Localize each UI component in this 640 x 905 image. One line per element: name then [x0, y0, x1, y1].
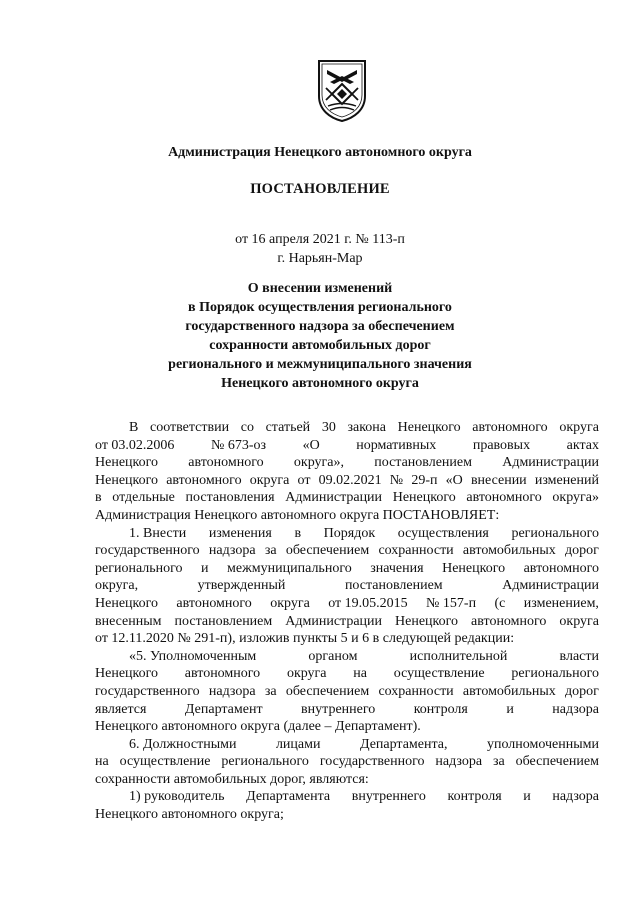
body-word: регионального: [221, 754, 309, 770]
body-word: автономного: [184, 666, 261, 682]
body-word: и: [506, 701, 514, 717]
body-word: автономного: [471, 613, 547, 629]
body-word: в: [95, 490, 102, 506]
body-line: [95, 560, 599, 578]
body-word: надзора: [435, 754, 483, 770]
body-word: Ненецкого: [95, 595, 159, 611]
body-word: 29-п: [411, 472, 438, 488]
body-word: Ненецкого автономного округа;: [95, 807, 284, 823]
body-word: Администрации: [285, 490, 383, 506]
body-word: Администрация Ненецкого автономного округа ПОСТАНОВЛЯЕТ:: [95, 507, 500, 523]
body-word: округа,: [95, 578, 139, 594]
body-word: сохранности: [378, 683, 454, 699]
body-word: 1) руководитель: [129, 789, 225, 805]
body-word: регионального: [511, 666, 599, 682]
body-word: округа»: [552, 490, 599, 506]
title-line: О внесении изменений: [247, 281, 393, 296]
body-word: межмуниципального: [227, 560, 352, 576]
body-word: № 157-п: [426, 595, 477, 611]
body-word: на: [95, 754, 109, 770]
body-word: В: [129, 420, 139, 435]
body-word: за: [264, 543, 277, 559]
body-line: [95, 806, 599, 824]
body-word: внесении: [470, 472, 527, 488]
body-word: и: [201, 560, 209, 576]
body-word: нормативных: [356, 437, 437, 453]
body-word: соответствии: [149, 420, 230, 435]
body-word: автономного: [188, 455, 264, 471]
title-line: регионального и межмуниципального значения: [168, 357, 472, 372]
title-line: в Порядок осуществления регионального: [188, 300, 452, 315]
body-word: от 12.11.2020 № 291-п), изложив пункты 5 и 6 в следующей редакции:: [95, 631, 515, 647]
body-line: [95, 718, 599, 736]
body-word: за: [492, 754, 505, 770]
body-word: обеспечением: [285, 683, 370, 699]
document-body: [95, 419, 599, 824]
body-word: № 673-оз: [210, 437, 267, 453]
body-line: [95, 613, 599, 631]
body-line: [95, 542, 599, 560]
body-word: округа: [559, 420, 599, 435]
body-word: Ненецкого: [95, 472, 159, 488]
body-word: на: [353, 666, 367, 682]
body-word: постановлением: [344, 578, 443, 594]
body-word: государственного: [95, 683, 200, 699]
body-word: внутреннего: [301, 701, 376, 717]
body-line: [95, 525, 599, 543]
body-word: Департамента,: [359, 736, 448, 752]
body-word: правовых: [472, 437, 531, 453]
title-line: Ненецкого автономного округа: [221, 376, 419, 391]
body-word: исполнительной: [409, 648, 508, 664]
body-word: автономного: [176, 595, 252, 611]
body-word: округа: [286, 666, 327, 682]
body-word: закона: [347, 420, 386, 435]
body-line: [95, 771, 599, 789]
body-word: Ненецкого: [392, 490, 456, 506]
body-word: от 03.02.2006: [95, 437, 175, 453]
body-word: сохранности: [378, 543, 454, 559]
body-word: Администрации: [285, 613, 383, 629]
body-line: [95, 788, 599, 806]
body-word: статьей: [265, 420, 311, 435]
body-word: надзора: [208, 543, 256, 559]
document-title: [0, 279, 640, 393]
body-word: контроля: [447, 789, 502, 805]
body-word: округа»,: [293, 455, 344, 471]
body-word: постановлением: [374, 455, 472, 471]
body-word: регионального: [95, 560, 183, 576]
body-word: осуществление: [119, 754, 211, 770]
body-word: автомобильных: [462, 543, 556, 559]
body-word: надзора: [208, 683, 256, 699]
body-word: дорог: [565, 683, 599, 699]
body-word: автономного: [166, 472, 242, 488]
body-word: Администрации: [502, 578, 599, 594]
body-line: [95, 454, 599, 472]
body-line: [95, 630, 599, 648]
body-word: Ненецкого: [442, 560, 506, 576]
body-word: (с: [494, 595, 506, 611]
body-word: Ненецкого: [397, 420, 461, 435]
body-word: «5. Уполномоченным: [129, 648, 257, 664]
body-line: [95, 701, 599, 719]
body-word: государственного: [319, 754, 425, 770]
body-word: является: [95, 701, 147, 717]
body-word: Администрации: [502, 455, 599, 471]
title-line: сохранности автомобильных дорог: [209, 338, 431, 353]
body-line: [95, 507, 599, 525]
body-word: «О: [302, 437, 320, 453]
title-line: государственного надзора за обеспечением: [185, 319, 455, 334]
body-word: и: [523, 789, 531, 805]
body-word: автономного: [472, 420, 548, 435]
body-line: [95, 595, 599, 613]
body-line: [95, 437, 599, 455]
body-word: 1. Внести: [129, 525, 187, 541]
body-word: обеспечением: [515, 754, 599, 770]
body-line: [95, 753, 599, 771]
body-line: [95, 419, 599, 437]
body-word: от: [297, 472, 311, 488]
body-word: значения: [370, 560, 424, 576]
organization-name: Администрация Ненецкого автономного округа: [168, 145, 472, 160]
body-word: изменений: [534, 472, 599, 488]
body-word: постановления: [185, 490, 275, 506]
body-line: [95, 489, 599, 507]
body-word: осуществления: [397, 525, 489, 541]
body-word: округа: [249, 472, 290, 488]
body-word: 6. Должностными: [129, 736, 237, 752]
body-word: дорог: [565, 543, 599, 559]
body-word: изменением,: [523, 595, 599, 611]
body-word: со: [240, 420, 254, 435]
body-word: округа: [270, 595, 310, 611]
body-word: осуществление: [393, 666, 485, 682]
body-word: автономного: [466, 490, 542, 506]
body-line: [95, 683, 599, 701]
body-word: Департамента: [246, 789, 331, 805]
body-word: Ненецкого: [95, 455, 159, 471]
body-word: №: [389, 472, 404, 488]
body-word: актах: [566, 437, 599, 453]
body-line: [95, 648, 599, 666]
body-word: Департамент: [184, 701, 263, 717]
body-word: от 19.05.2015: [328, 595, 408, 611]
body-line: [95, 665, 599, 683]
body-line: [95, 577, 599, 595]
body-word: в: [294, 525, 302, 541]
body-word: внесенным: [95, 613, 162, 629]
document-place: г. Нарьян-Мар: [277, 251, 363, 266]
body-word: контроля: [413, 701, 468, 717]
body-word: государственного: [95, 543, 200, 559]
body-word: Ненецкого автономного округа (далее – Департамент).: [95, 719, 421, 735]
document-date-number: от 16 апреля 2021 г. № 113-п: [235, 232, 405, 247]
body-word: за: [264, 683, 277, 699]
body-word: Порядок: [323, 525, 376, 541]
body-word: обеспечением: [285, 543, 370, 559]
body-word: органом: [308, 648, 358, 664]
body-word: регионального: [511, 525, 599, 541]
body-word: утвержденный: [197, 578, 286, 594]
body-word: Ненецкого: [95, 666, 159, 682]
document-type: ПОСТАНОВЛЕНИЕ: [250, 181, 390, 197]
body-word: надзора: [552, 701, 599, 717]
body-word: изменения: [208, 525, 272, 541]
body-word: лицами: [275, 736, 321, 752]
body-word: сохранности автомобильных дорог, являются:: [95, 771, 369, 787]
body-word: уполномоченными: [486, 736, 599, 752]
body-word: власти: [559, 648, 599, 664]
body-word: 30: [321, 420, 336, 435]
body-line: [95, 736, 599, 754]
body-word: внутреннего: [351, 789, 426, 805]
body-word: постановлением: [174, 613, 273, 629]
body-word: округа: [559, 613, 599, 629]
body-word: надзора: [552, 789, 599, 805]
body-word: 09.02.2021: [318, 472, 382, 488]
body-word: автомобильных: [462, 683, 556, 699]
body-word: «О: [445, 472, 463, 488]
body-line: [95, 472, 599, 490]
body-word: отдельные: [112, 490, 175, 506]
body-word: Ненецкого: [395, 613, 459, 629]
body-word: автономного: [523, 560, 599, 576]
coat-of-arms-emblem: [316, 58, 368, 122]
